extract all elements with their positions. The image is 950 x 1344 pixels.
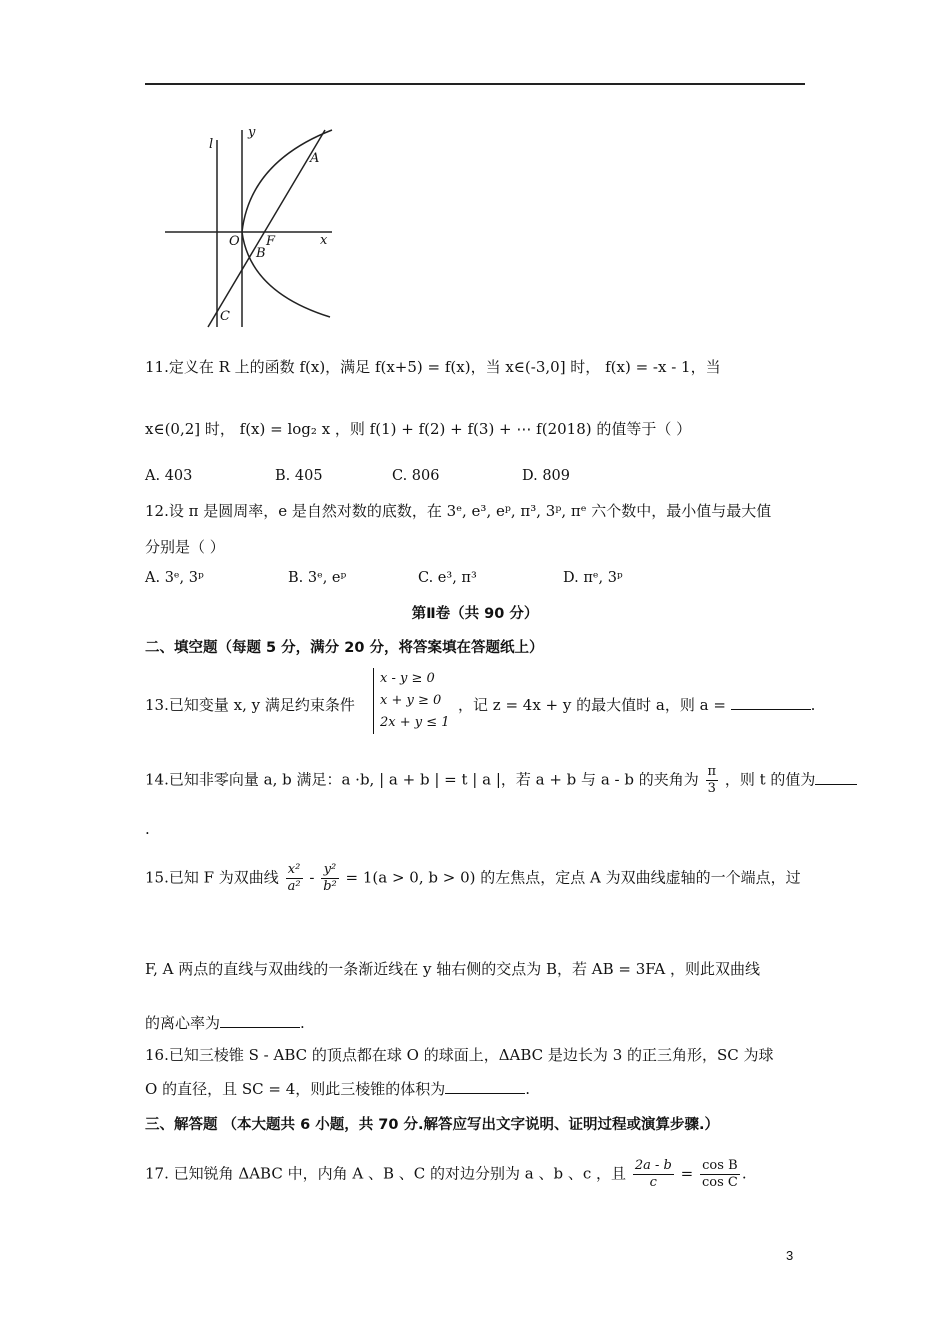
q17-end: . (741, 1164, 747, 1183)
q14-frac-den: 3 (707, 781, 716, 796)
q17-n1: 2a - b (634, 1158, 672, 1173)
q15-line2: F, A 两点的直线与双曲线的一条渐近线在 y 轴右侧的交点为 B，若 AB = 3FA ，则此双曲线 (145, 960, 760, 978)
q13-prefix: 13.已知变量 x, y 满足约束条件 (145, 696, 355, 714)
q12-option-a: A. 3ᵉ, 3ᵖ (145, 570, 204, 586)
label-B: B (256, 246, 266, 261)
q14-dot: . (145, 820, 150, 838)
q16-line2-text: O 的直径，且 SC = 4，则此三棱锥的体积为 (145, 1080, 446, 1098)
q14-after: ，则 t 的值为 (724, 770, 816, 789)
q17-line: 17. 已知锐角 ΔABC 中，内角 A 、B 、C 的对边分别为 a 、b 、c ，且 $\frac{2a - b}{c}$ = $\frac{\text{cos B}}{\text{cos C}}$ . (145, 1158, 747, 1190)
q17-text: 17. 已知锐角 ΔABC 中，内角 A 、B 、C 的对边分别为 a 、b 、c ，且 (145, 1164, 627, 1183)
q16-line2 (145, 1078, 530, 1100)
label-A: A (310, 151, 320, 166)
q16-line1: 16.已知三棱锥 S - ABC 的顶点都在球 O 的球面上，ΔABC 是边长为 3 的正三角形，SC 为球 (145, 1046, 774, 1064)
q15-frac-y (321, 862, 339, 895)
label-F: F (266, 234, 276, 249)
q15-x2: x² (286, 862, 303, 879)
q13-constraint-2: x + y ≥ 0 (380, 693, 442, 708)
q14-answer-blank (815, 770, 857, 785)
q12-option-c: C. e³, π³ (418, 570, 477, 586)
q17-frac-left (633, 1158, 674, 1191)
q17-frac-right (700, 1158, 740, 1191)
q15-a2: a² (287, 879, 301, 894)
q14-angle-fraction (706, 764, 719, 797)
section2-title: 第Ⅱ卷（共 90 分） (411, 606, 539, 622)
label-O: O (229, 234, 240, 249)
q15-line3-text: 的离心率为 (145, 1014, 221, 1032)
section2-heading: 二、填空题（每题 5 分，满分 20 分，将答案填在答题纸上） (145, 640, 544, 656)
section3-heading: 三、解答题 （本大题共 6 小题，共 70 分.解答应写出文字说明、证明过程或演算步骤.） (145, 1117, 720, 1133)
q17-n2: cos B (700, 1158, 740, 1175)
q13-answer-blank (731, 695, 811, 710)
q11-option-b: B. 405 (275, 468, 323, 484)
q11-option-c: C. 806 (392, 468, 440, 484)
q13-suffix-text: ，记 z = 4x + y 的最大值时 a，则 a = (458, 696, 726, 714)
q16-answer-blank (445, 1079, 525, 1094)
q13-constraints (373, 668, 450, 734)
label-l: l (209, 137, 214, 152)
q12-option-b: B. 3ᵉ, eᵖ (288, 570, 347, 586)
q11-option-d: D. 809 (522, 468, 571, 484)
q15-line1: 15.已知 F 为双曲线 $\frac{\text{x²}}{\text{a²}}$ - $\frac{\text{y²}}{\text{b²}}$ = 1(a > 0, b > 0) 的左焦点，定点 A 为双曲线虚轴的一个端点，过 (145, 862, 801, 894)
q13-end: . (810, 696, 816, 714)
q15-y2: y² (321, 862, 339, 879)
q15-p1: 15.已知 F 为双曲线 (145, 868, 279, 887)
q13-constraint-3: 2x + y ≤ 1 (380, 715, 450, 730)
label-x: x (320, 233, 328, 248)
q15-end: . (300, 1014, 305, 1032)
q16-end: . (525, 1080, 531, 1098)
q14-frac-num: π (707, 764, 717, 779)
q17-d1: c (649, 1175, 657, 1190)
q15-line3 (145, 1012, 305, 1034)
q15-b2: b² (323, 879, 337, 894)
q14-line (145, 764, 857, 797)
q17-d2: cos C (701, 1175, 738, 1190)
q12-option-d: D. πᵉ, 3ᵖ (563, 570, 623, 586)
label-y: y (248, 125, 256, 140)
q13-suffix (458, 694, 815, 716)
q14-text: 14.已知非零向量 a, b 满足：a ·b, | a + b | = t | a |，若 a + b 与 a - b 的夹角为 (145, 770, 699, 789)
label-C: C (220, 309, 230, 324)
parabola-figure (160, 122, 340, 332)
q12-line1: 12.设 π 是圆周率，e 是自然对数的底数，在 3ᵉ, e³, eᵖ, π³, 3ᵖ, πᵉ 六个数中，最小值与最大值 (145, 502, 772, 520)
page-number: 3 (786, 1248, 794, 1263)
q11-line2: x∈(0,2] 时， f(x) = log₂ x ，则 f(1) + f(2) + f(3) + ⋯ f(2018) 的值等于（ ） (145, 420, 692, 438)
q15-p2: = 1(a > 0, b > 0) 的左焦点，定点 A 为双曲线虚轴的一个端点，过 (345, 868, 801, 887)
q13-constraint-1: x - y ≥ 0 (380, 671, 435, 686)
q15-frac-x (286, 862, 303, 895)
q12-line2: 分别是（ ） (145, 538, 225, 556)
q15-answer-blank (220, 1013, 300, 1028)
q11-line1: 11.定义在 R 上的函数 f(x)，满足 f(x+5) = f(x)，当 x∈(-3,0] 时， f(x) = -x - 1，当 (145, 358, 721, 376)
header-rule (145, 83, 805, 85)
q11-option-a: A. 403 (145, 468, 193, 484)
chord-line (208, 130, 325, 327)
